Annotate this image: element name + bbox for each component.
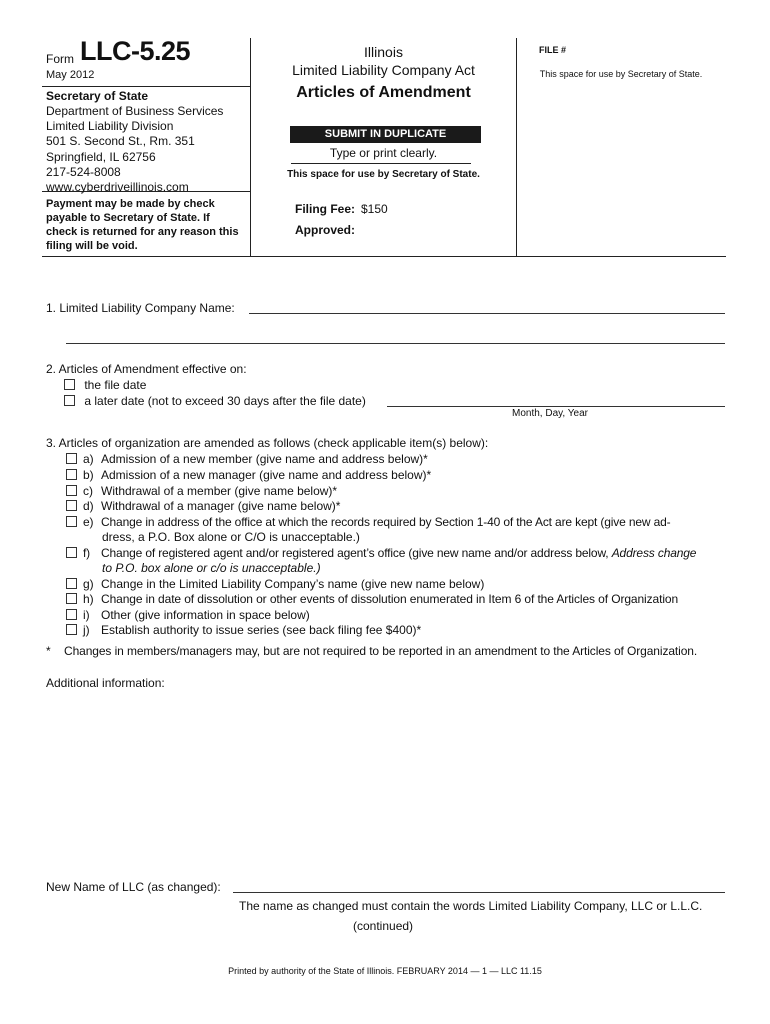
item-letter: b) — [83, 468, 94, 482]
item-letter: j) — [83, 623, 90, 637]
date-caption: Month, Day, Year — [512, 408, 588, 419]
item-text: Admission of a new member (give name and address below)* — [101, 452, 428, 466]
item-f-checkbox[interactable] — [66, 547, 77, 558]
new-name-label: New Name of LLC (as changed): — [46, 880, 221, 894]
item-letter: d) — [83, 499, 94, 513]
llc-name-field[interactable] — [249, 313, 725, 314]
sos-space-right: This space for use by Secretary of State. — [539, 69, 703, 79]
option-file-date — [64, 378, 146, 392]
payment-note-line: payable to Secretary of State. If — [46, 212, 210, 224]
footnote-mark: * — [46, 644, 51, 658]
amendment-items-label: 3. Articles of organization are amended as follows (check applicable item(s) below): — [46, 436, 489, 450]
form-number: LLC-5.25 — [80, 36, 191, 66]
amend-item-a — [66, 452, 428, 466]
item-c-checkbox[interactable] — [66, 485, 77, 496]
item-letter: e) — [83, 515, 94, 529]
item-j-checkbox[interactable] — [66, 624, 77, 635]
form-date: May 2012 — [46, 69, 95, 81]
continued-note: (continued) — [353, 919, 414, 933]
payment-note-line: check is returned for any reason this — [46, 226, 239, 238]
item-a-checkbox[interactable] — [66, 453, 77, 464]
header-left-rule-1 — [42, 86, 250, 87]
item-e-checkbox[interactable] — [66, 516, 77, 527]
amend-item-i — [66, 608, 310, 622]
amend-item-f — [66, 546, 696, 560]
item-text: Change of registered agent and/or registered agent’s office (give new name and/or address below, — [101, 546, 612, 560]
amend-item-c — [66, 484, 337, 498]
page-footer: Printed by authority of the State of Illinois. FEBRUARY 2014 — 1 — LLC 11.15 — [228, 966, 542, 976]
item-i-checkbox[interactable] — [66, 609, 77, 620]
agency-line: 217-524-8008 — [46, 164, 121, 179]
file-date-label: the file date — [84, 378, 147, 392]
llc-name-field-line-2[interactable] — [66, 343, 725, 344]
agency-address — [46, 104, 223, 195]
item-f-italic-text: Address change — [611, 546, 697, 560]
amend-item-d — [66, 499, 340, 513]
item-text: Change in date of dissolution or other events of dissolution enumerated in Item 6 of the Articles of Organization — [101, 592, 679, 606]
item-letter: f) — [83, 546, 91, 560]
form-label: Form — [46, 52, 74, 66]
option-later-date — [64, 394, 366, 408]
filing-fee-label: Filing Fee: — [295, 202, 355, 216]
type-print-note: Type or print clearly. — [329, 146, 438, 160]
amend-item-e — [66, 515, 670, 529]
item-letter: c) — [83, 484, 93, 498]
amend-item-h — [66, 592, 678, 606]
item-letter: i) — [83, 608, 90, 622]
payment-note-line: Payment may be made by check — [46, 198, 215, 210]
footnote-text: Changes in members/managers may, but are not required to be reported in an amendment to the Articles of Organization. — [64, 644, 698, 658]
item-letter: h) — [83, 592, 94, 606]
effective-date-label: 2. Articles of Amendment effective on: — [46, 362, 247, 376]
item-h-checkbox[interactable] — [66, 593, 77, 604]
item-text: Withdrawal of a member (give name below)* — [101, 484, 338, 498]
item-text: Establish authority to issue series (see back filing fee $400)* — [101, 623, 422, 637]
agency-title: Secretary of State — [46, 89, 149, 103]
agency-line: 501 S. Second St., Rm. 351 — [46, 134, 195, 149]
item-letter: a) — [83, 452, 94, 466]
item-b-checkbox[interactable] — [66, 469, 77, 480]
amend-item-g — [66, 577, 484, 591]
item-e-continued: dress, a P.O. Box alone or C/O is unacceptable.) — [102, 530, 360, 544]
center-rule — [291, 163, 471, 164]
later-date-field[interactable] — [387, 406, 725, 407]
sos-space-center: This space for use by Secretary of State. — [287, 169, 480, 180]
payment-note — [46, 197, 239, 253]
llc-name-label: 1. Limited Liability Company Name: — [46, 301, 235, 315]
item-d-checkbox[interactable] — [66, 500, 77, 511]
item-text: Change in address of the office at which the records required by Section 1-40 of the Act are kept (give new ad- — [101, 515, 671, 529]
agency-line: Limited Liability Division — [46, 119, 174, 134]
document-title: Articles of Amendment — [296, 84, 471, 101]
agency-website-link[interactable]: www.cyberdriveillinois.com — [46, 180, 189, 195]
submit-duplicate-banner: SUBMIT IN DUPLICATE — [290, 126, 481, 143]
file-number-label: FILE # — [539, 45, 567, 55]
item-letter: g) — [83, 577, 94, 591]
item-text: Withdrawal of a manager (give name below)* — [101, 499, 341, 513]
agency-line: Springfield, IL 62756 — [46, 149, 156, 164]
approved-label: Approved: — [295, 223, 355, 237]
header-bottom-rule — [42, 256, 726, 257]
file-date-checkbox[interactable] — [64, 379, 75, 390]
state-name: Illinois — [364, 44, 403, 60]
new-name-note: The name as changed must contain the words Limited Liability Company, LLC or L.L.C. — [239, 899, 703, 913]
later-date-checkbox[interactable] — [64, 395, 75, 406]
item-f-continued: to P.O. box alone or c/o is unacceptable.) — [102, 561, 321, 575]
additional-info-area[interactable] — [46, 694, 726, 874]
agency-line: Department of Business Services — [46, 104, 224, 118]
item-text: Change in the Limited Liability Company’s name (give new name below) — [101, 577, 485, 591]
item-text: Admission of a new manager (give name and address below)* — [101, 468, 432, 482]
amend-item-j — [66, 623, 421, 637]
filing-fee-value: $150 — [361, 202, 388, 216]
item-g-checkbox[interactable] — [66, 578, 77, 589]
later-date-label: a later date (not to exceed 30 days after the file date) — [84, 394, 366, 408]
act-name: Limited Liability Company Act — [292, 62, 475, 78]
new-name-field[interactable] — [233, 892, 725, 893]
additional-info-label: Additional information: — [46, 676, 165, 690]
payment-note-line: filing will be void. — [46, 240, 138, 252]
item-text: Other (give information in space below) — [101, 608, 310, 622]
amend-item-b — [66, 468, 431, 482]
